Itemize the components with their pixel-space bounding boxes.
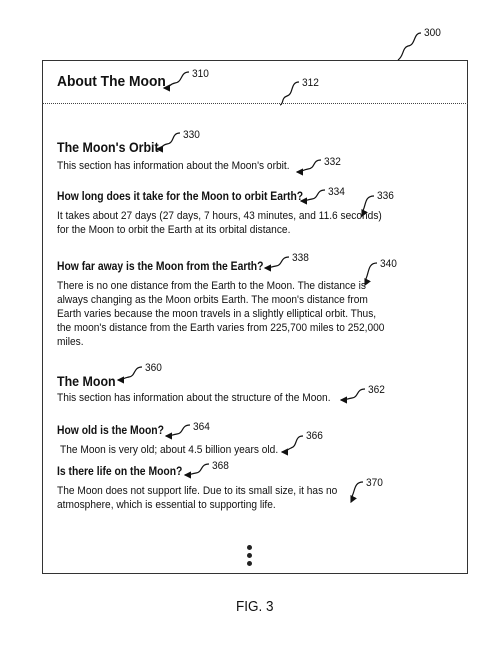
figure-caption: FIG. 3 [236,598,274,615]
page-title: About The Moon [57,73,166,90]
question-moon-life: Is there life on the Moon? [57,466,183,478]
ref-338: 338 [292,252,309,264]
ref-364: 364 [193,421,210,433]
ref-360: 360 [145,362,162,374]
answer-orbit-time-line-2: for the Moon to orbit the Earth at its orbital distance. [57,224,291,236]
ref-362: 362 [368,384,385,396]
answer-moon-distance-line-2: always changing as the Moon orbits Earth. The moon's distance from [57,294,368,306]
answer-orbit-time-line-1: It takes about 27 days (27 days, 7 hours, 43 minutes, and 11.6 seconds) [57,210,382,222]
answer-moon-distance-line-3: Earth varies because the moon travels in a slightly elliptical orbit. Thus, [57,308,377,320]
dot [247,553,252,558]
ref-310: 310 [192,68,209,80]
dot [247,561,252,566]
answer-moon-distance-line-5: miles. [57,336,84,348]
ref-336: 336 [377,190,394,202]
ref-340: 340 [380,258,397,270]
ref-312: 312 [302,77,319,89]
section-heading-moon: The Moon [57,374,116,389]
more-content-indicator[interactable] [247,545,253,567]
section-desc-moon: This section has information about the structure of the Moon. [57,392,331,404]
answer-moon-age-line-1: The Moon is very old; about 4.5 billion years old. [60,444,279,456]
question-moon-age: How old is the Moon? [57,425,164,437]
ref-300: 300 [424,27,441,39]
leader-300 [398,33,421,60]
answer-moon-distance-line-4: the moon's distance from the Earth varies from 225,700 miles to 252,000 [57,322,385,334]
ref-334: 334 [328,186,345,198]
answer-moon-life-line-1: The Moon does not support life. Due to its small size, it has no [57,485,338,497]
section-heading-orbit: The Moon's Orbit [57,140,159,155]
ref-332: 332 [324,156,341,168]
ref-330: 330 [183,129,200,141]
answer-moon-distance-line-1: There is no one distance from the Earth to the Moon. The distance is [57,280,366,292]
ref-366: 366 [306,430,323,442]
question-orbit-time: How long does it take for the Moon to orbit Earth? [57,191,304,203]
ref-370: 370 [366,477,383,489]
question-moon-distance: How far away is the Moon from the Earth? [57,261,264,273]
answer-moon-life-line-2: atmosphere, which is essential to supporting life. [57,499,276,511]
section-desc-orbit: This section has information about the Moon's orbit. [57,160,290,172]
dot [247,545,252,550]
ref-368: 368 [212,460,229,472]
